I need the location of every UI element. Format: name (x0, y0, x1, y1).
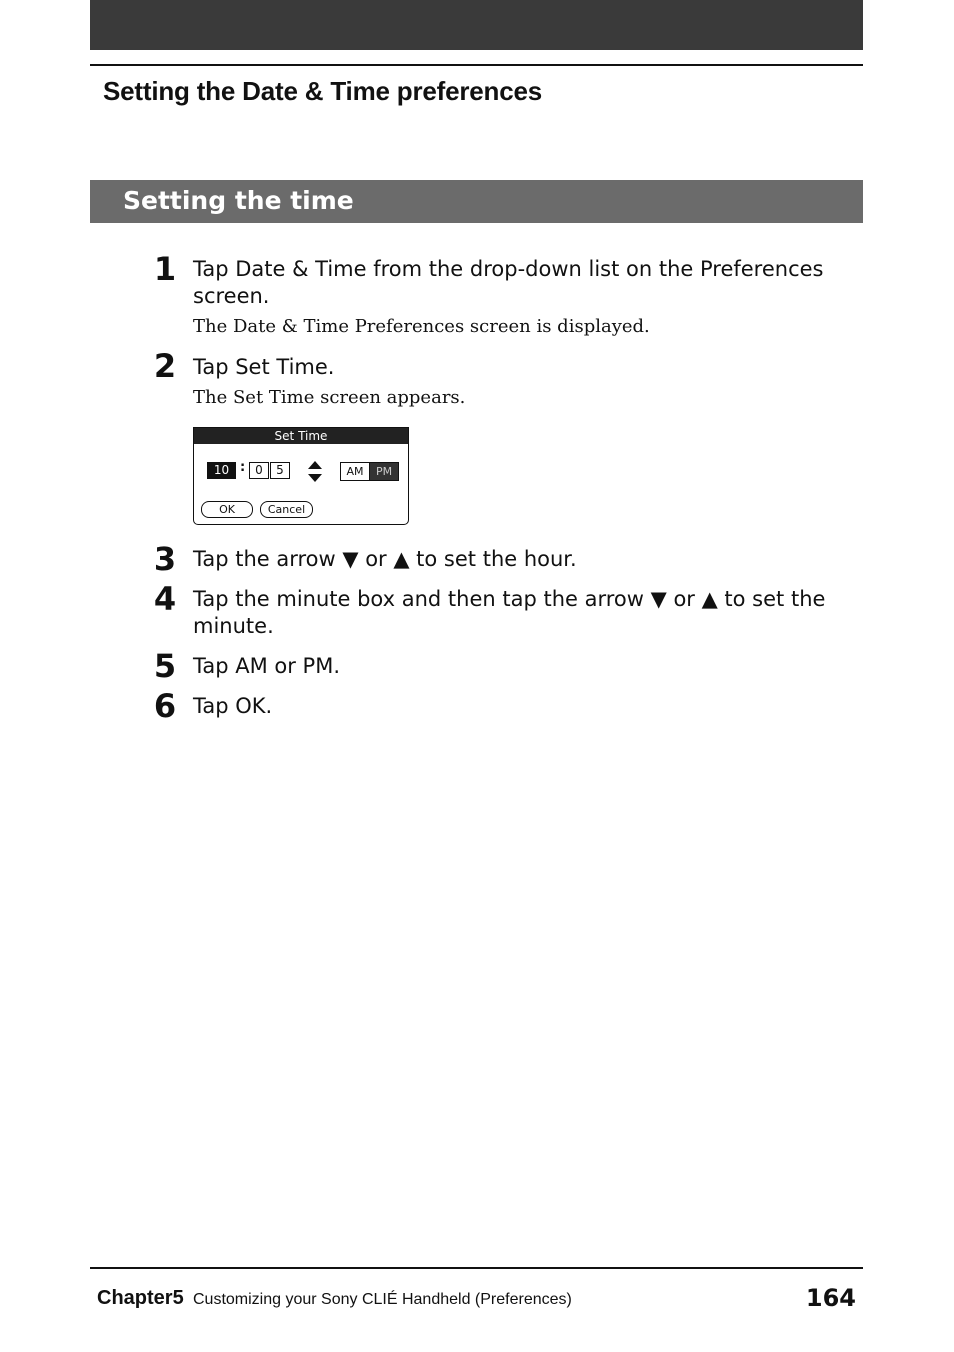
header-rule (90, 64, 863, 66)
step-4-number: 4 (153, 580, 177, 618)
step-2-number: 2 (153, 347, 177, 385)
dialog-title: Set Time (194, 428, 408, 444)
step-5-number: 5 (153, 647, 177, 685)
step-6-text: Tap OK. (193, 694, 273, 718)
page-number: 164 (805, 1284, 856, 1312)
time-separator: : (240, 460, 246, 475)
down-arrow-icon (308, 474, 322, 482)
up-down-arrows-icon[interactable] (307, 460, 323, 484)
minute-tens-box[interactable]: 0 (249, 462, 269, 479)
page-title: Setting the Date & Time preferences (103, 76, 542, 106)
header-bar (90, 0, 863, 50)
footer-description: Customizing your Sony CLIÉ Handheld (Preferences) (193, 1291, 572, 1308)
step-4-text: Tap the minute box and then tap the arrow ▼ or ▲ to set the minute. (193, 587, 826, 638)
step-1-text: Tap Date & Time from the drop-down list on the Preferences screen. (193, 257, 824, 308)
footer-chapter: Chapter5 (97, 1287, 184, 1309)
section-header (90, 180, 863, 223)
footer-rule (90, 1267, 863, 1269)
hour-box[interactable]: 10 (207, 462, 236, 479)
step-1-note: The Date & Time Preferences screen is displayed. (193, 316, 650, 337)
minute-ones-box[interactable]: 5 (270, 462, 290, 479)
up-arrow-icon (308, 461, 322, 469)
section-title: Setting the time (123, 186, 354, 215)
step-2-note: The Set Time screen appears. (193, 387, 466, 408)
step-3-text: Tap the arrow ▼ or ▲ to set the hour. (193, 547, 577, 571)
step-5-text: Tap AM or PM. (193, 654, 340, 678)
am-pm-selector (340, 462, 399, 481)
step-1-number: 1 (153, 250, 177, 288)
step-6-number: 6 (153, 687, 177, 725)
pm-button[interactable]: PM (370, 463, 398, 480)
step-2-text: Tap Set Time. (193, 355, 335, 379)
step-3-number: 3 (153, 540, 177, 578)
cancel-button[interactable]: Cancel (260, 501, 313, 518)
ok-button[interactable]: OK (201, 501, 253, 518)
am-button[interactable]: AM (341, 463, 370, 480)
set-time-dialog (193, 427, 409, 525)
